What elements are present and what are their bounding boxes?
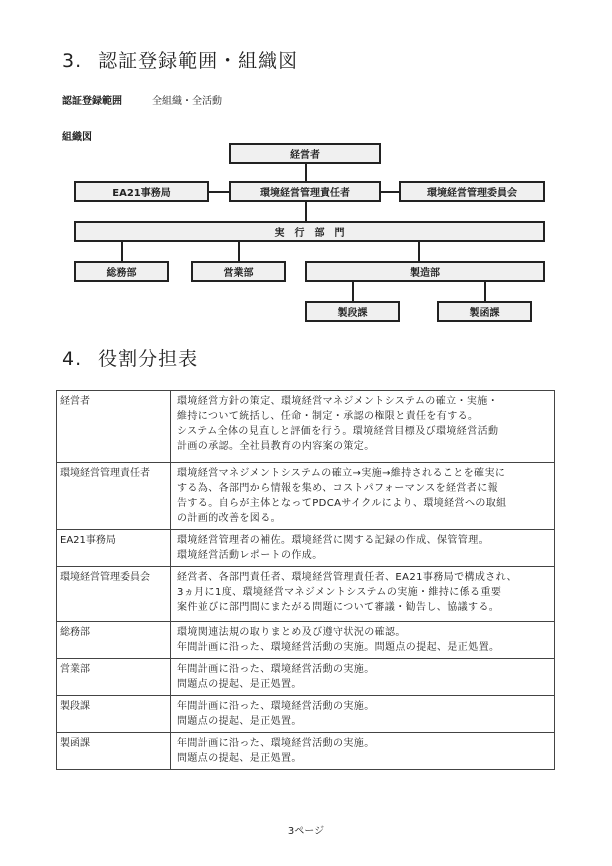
description-line: 維持について統括し、任命・制定・承認の権限と責任を有する。 — [177, 411, 479, 422]
description-line: 案件並びに部門間にまたがる問題について審議・勧告し、協議する。 — [177, 602, 500, 613]
description-line: 問題点の提起、是正処置。 — [177, 753, 302, 764]
role-description-cell — [171, 696, 555, 733]
description-line: 環境経営活動レポートの作成。 — [177, 550, 323, 561]
table-row — [57, 696, 555, 733]
description-line: 年間計画に沿った、環境経営活動の実施。 — [177, 701, 375, 712]
description-line: 環境関連法規の取りまとめ及び遵守状況の確認。 — [177, 627, 406, 638]
org-box-seikan: 製函課 — [437, 301, 532, 322]
org-box-execution-dept: 実 行 部 門 — [74, 221, 545, 242]
role-description-cell — [171, 463, 555, 530]
connector-top-manager — [305, 163, 307, 182]
description-line: 年間計画に沿った、環境経営活動の実施。問題点の提起、是正処置。 — [177, 642, 500, 653]
role-name-cell: 製函課 — [57, 733, 171, 770]
scope-label: 認証登録範囲 — [62, 96, 122, 107]
description-line: 年間計画に沿った、環境経営活動の実施。 — [177, 664, 375, 675]
description-line: 年間計画に沿った、環境経営活動の実施。 — [177, 738, 375, 749]
org-box-eigyo: 営業部 — [191, 261, 286, 282]
description-line: 環境経営管理者の補佐。環境経営に関する記録の作成、保管管理。 — [177, 535, 489, 546]
org-box-env-manager: 環境経営管理責任者 — [229, 181, 381, 202]
org-box-top-executive: 経営者 — [229, 143, 381, 164]
description-line: 経営者、各部門責任者、環境経営管理責任者、EA21事務局で構成され、 — [177, 572, 518, 583]
role-description-cell — [171, 530, 555, 567]
org-box-env-committee: 環境経営管理委員会 — [399, 181, 545, 202]
connector-execution-seizo — [418, 242, 420, 262]
org-box-soumu: 総務部 — [74, 261, 169, 282]
description-line: 計画の承認。全社員教育の内容案の策定。 — [177, 441, 375, 452]
connector-manager-committee — [381, 191, 399, 193]
connector-execution-eigyo — [238, 242, 240, 262]
description-line: する為、各部門から情報を集め、コストパフォーマンスを経営者に報 — [177, 483, 498, 494]
role-name-cell: 営業部 — [57, 659, 171, 696]
table-row — [57, 659, 555, 696]
connector-seizo-seidan — [352, 282, 354, 302]
role-name-cell: 環境経営管理委員会 — [57, 567, 171, 622]
description-line: 問題点の提起、是正処置。 — [177, 716, 302, 727]
connector-manager-execution — [305, 202, 307, 222]
table-row — [57, 733, 555, 770]
description-line: 問題点の提起、是正処置。 — [177, 679, 302, 690]
description-line: 環境経営方針の策定、環境経営マネジメントシステムの確立・実施・ — [177, 396, 499, 407]
role-description-cell — [171, 659, 555, 696]
page-number: 3ページ — [287, 826, 325, 837]
connector-seizo-seikan — [484, 282, 486, 302]
description-line: システム全体の見直しと評価を行う。環境経営目標及び環境経営活動 — [177, 426, 499, 437]
table-row — [57, 530, 555, 567]
org-box-seizo: 製造部 — [305, 261, 545, 282]
connector-execution-soumu — [121, 242, 123, 262]
org-box-seidan: 製段課 — [305, 301, 400, 322]
description-line: 3ヵ月に1度、環境経営マネジメントシステムの実施・維持に係る重要 — [177, 587, 502, 598]
description-line: の計画的改善を図る。 — [177, 513, 281, 524]
section-4-number: 4. — [62, 348, 83, 370]
connector-office-manager — [209, 191, 229, 193]
table-row — [57, 391, 555, 463]
table-row — [57, 622, 555, 659]
org-chart-label: 組織図 — [62, 132, 92, 143]
role-name-cell: 総務部 — [57, 622, 171, 659]
table-row — [57, 463, 555, 530]
role-name-cell: 環境経営管理責任者 — [57, 463, 171, 530]
description-line: 告する。自らが主体となってPDCAサイクルにより、環境経営への取組 — [177, 498, 507, 509]
section-3-number: 3. — [62, 50, 83, 72]
roles-table — [56, 390, 555, 770]
role-name-cell: 経営者 — [57, 391, 171, 463]
role-description-cell — [171, 391, 555, 463]
role-name-cell: 製段課 — [57, 696, 171, 733]
description-line: 環境経営マネジメントシステムの確立→実施→維持されることを確実に — [177, 468, 506, 479]
role-description-cell — [171, 622, 555, 659]
role-description-cell — [171, 567, 555, 622]
org-box-ea21-office: EA21事務局 — [74, 181, 209, 202]
role-name-cell: EA21事務局 — [57, 530, 171, 567]
section-3-heading — [62, 46, 298, 73]
scope-value: 全組織・全活動 — [152, 96, 222, 107]
section-3-title: 認証登録範囲・組織図 — [98, 50, 299, 72]
role-description-cell — [171, 733, 555, 770]
section-4-heading — [62, 344, 198, 371]
section-4-title: 役割分担表 — [98, 348, 199, 370]
table-row — [57, 567, 555, 622]
